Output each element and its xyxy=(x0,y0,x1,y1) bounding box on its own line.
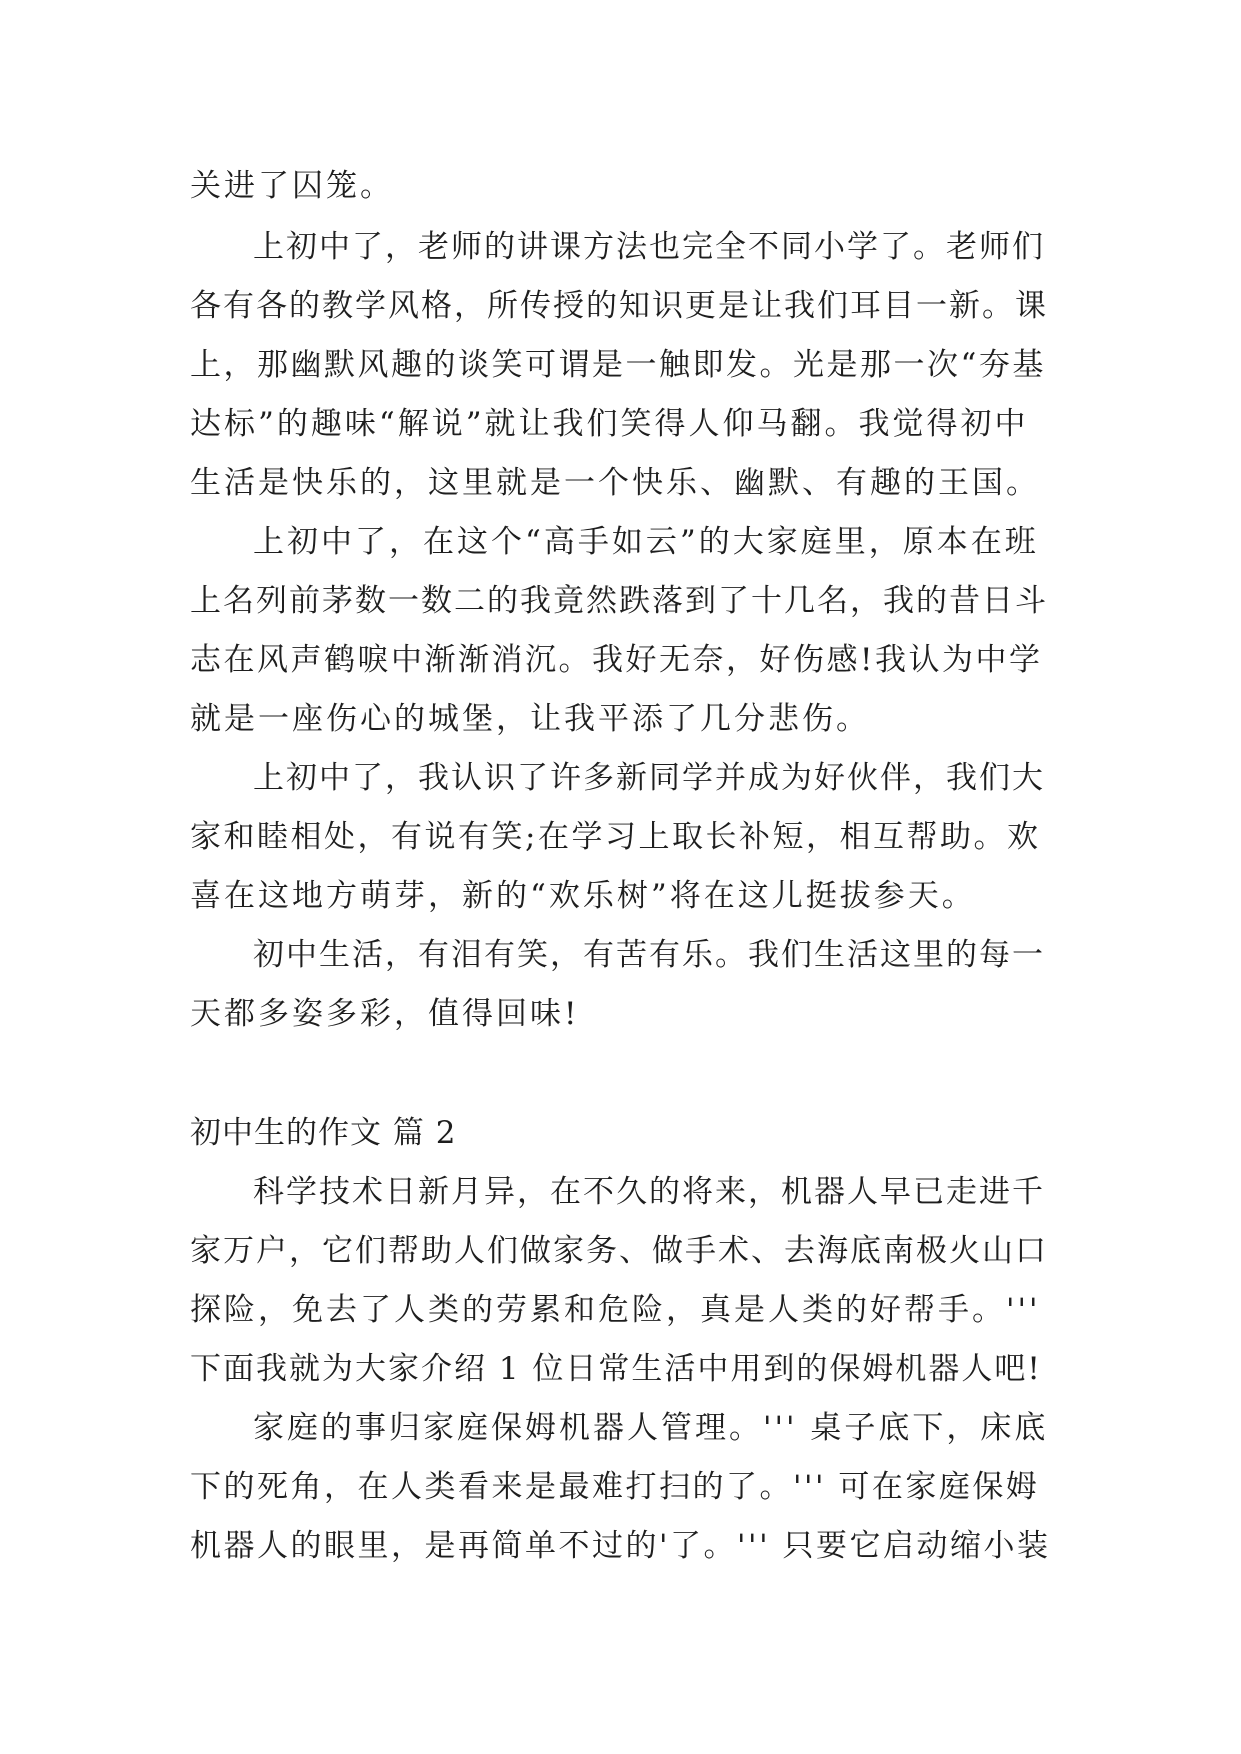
text-line: 生活是快乐的，这里就是一个快乐、幽默、有趣的王国。 xyxy=(190,465,1040,501)
text-line: 各有各的教学风格，所传授的知识更是让我们耳目一新。课 xyxy=(190,288,1048,324)
text-line: 下面我就为大家介绍 1 位日常生活中用到的保姆机器人吧! xyxy=(190,1351,1042,1387)
text-line: 机器人的眼里，是再简单不过的'了。''' 只要它启动缩小装 xyxy=(190,1528,1051,1564)
text-line: 家万户，它们帮助人们做家务、做手术、去海底南极火山口 xyxy=(190,1233,1048,1269)
paragraph-start-line: 科学技术日新月异，在不久的将来，机器人早已走进千 xyxy=(253,1174,1045,1210)
text-line: 上，那幽默风趣的谈笑可谓是一触即发。光是那一次“夯基 xyxy=(190,347,1046,383)
text-line: 就是一座伤心的城堡，让我平添了几分悲伤。 xyxy=(190,701,870,737)
text-line: 上名列前茅数一数二的我竟然跌落到了十几名，我的昔日斗 xyxy=(190,583,1048,619)
text-line: 下的死角，在人类看来是最难打扫的了。''' 可在家庭保姆 xyxy=(190,1469,1040,1505)
text-line: 家和睦相处，有说有笑;在学习上取长补短，相互帮助。欢 xyxy=(190,819,1041,855)
paragraph-start-line: 上初中了，在这个“高手如云”的大家庭里，原本在班 xyxy=(253,524,1039,560)
text-line: 天都多姿多彩，值得回味! xyxy=(190,996,580,1032)
text-line: 喜在这地方萌芽，新的“欢乐树”将在这儿挺拔参天。 xyxy=(190,878,976,914)
text-line: 达标”的趣味“解说”就让我们笑得人仰马翻。我觉得初中 xyxy=(190,406,1029,442)
text-line: 志在风声鹤唳中渐渐消沉。我好无奈，好伤感!我认为中学 xyxy=(190,642,1043,678)
paragraph-start-line: 初中生活，有泪有笑，有苦有乐。我们生活这里的每一 xyxy=(253,937,1045,973)
paragraph-start-line: 上初中了，老师的讲课方法也完全不同小学了。老师们 xyxy=(253,229,1045,265)
text-line: 探险，免去了人类的劳累和危险，真是人类的好帮手。''' xyxy=(190,1292,1041,1328)
paragraph-start-line: 家庭的事归家庭保姆机器人管理。''' 桌子底下，床底 xyxy=(253,1410,1049,1446)
paragraph-start-line: 上初中了，我认识了许多新同学并成为好伙伴，我们大 xyxy=(253,760,1045,796)
text-line: 关进了囚笼。 xyxy=(190,168,394,204)
section-title: 初中生的作文 篇 2 xyxy=(190,1115,457,1151)
